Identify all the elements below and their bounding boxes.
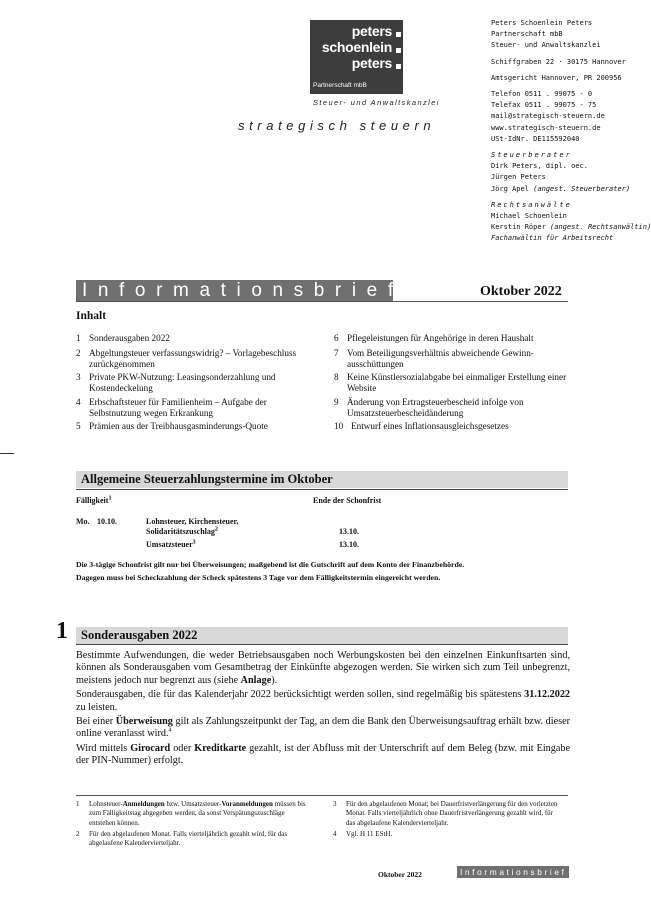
text: Bei einer — [76, 716, 116, 728]
court-register: Amtsgericht Hannover, PR 200956 — [491, 73, 622, 82]
website: www.strategisch-steuern.de — [491, 123, 601, 132]
toc-item-8[interactable] — [334, 372, 574, 395]
due-day: Mo. — [76, 517, 90, 526]
informationsbrief-banner: Informationsbrief — [76, 280, 393, 302]
termine-rule — [76, 489, 568, 490]
toc-item-number: 2 — [76, 348, 81, 358]
toc-item-number: 4 — [76, 397, 81, 407]
tax-advisor-1: Dirk Peters, dipl. oec. — [491, 162, 588, 171]
tax-advisor-3-name: Jörg Apel — [491, 184, 534, 193]
fold-mark — [0, 453, 14, 454]
tax-advisor-2: Jürgen Peters — [491, 173, 546, 182]
toc-item-text: Erbschaftsteuer für Familienheim – Aufgabe der Selbstnutzung wegen Erkrankung — [89, 397, 267, 419]
toc-item-3[interactable] — [76, 372, 316, 395]
termine-note-1: Die 3-tägige Schonfrist gilt nur bei Überweisungen; maßgebend ist die Gutschrift auf dem Konto der Finanzbehörde. — [76, 560, 465, 569]
toc-item-number: 5 — [76, 421, 81, 431]
toc-item-number: 8 — [334, 372, 339, 382]
toc-item-text: Keine Künstlersozialabgabe bei einmaliger Erstellung einer Website — [347, 372, 567, 394]
emphasis: Kreditkarte — [194, 742, 247, 754]
toc-item-text: Prämien aus der Treibhausgasminderungs-Quote — [89, 421, 268, 431]
row-lohnsteuer-label: Lohnsteuer, Kirchensteuer, Solidaritätszuschlag — [146, 517, 239, 536]
text: Bestimmte Aufwendungen, die weder Betriebsausgaben noch Werbungskosten bei den einzelnen Einkunftsarten sind, können als Sonderausgaben vom Gesamtbetrag der Einkünfte abgezogen werden. Sie wirken sich zum Teil unbegrenzt, meistens jedoch nur begrenzt aus (siehe — [76, 650, 570, 686]
col-end-header: Ende der Schonfrist — [313, 496, 382, 505]
text: gezahlt, ist der Abfluss mit der Unterschrift auf dem Beleg (bzw. mit Eingabe der PIN-Nummer) erfolgt. — [76, 742, 570, 767]
text: zu leisten. — [76, 701, 118, 713]
text: ). — [271, 674, 278, 686]
footnote-4 — [333, 830, 563, 839]
emphasis: Voranmeldungen — [221, 800, 273, 808]
logo-line-2: schoenlein — [321, 39, 392, 55]
footnote-ref: 3 — [192, 539, 196, 546]
footnote-ref: 1 — [108, 495, 112, 502]
row-umsatzsteuer-end: 13.10. — [339, 540, 359, 549]
text: bzw. Umsatzsteuer- — [164, 800, 222, 808]
lawyer-3: Fachanwältin für Arbeitsrecht — [491, 234, 614, 243]
toc-item-2[interactable] — [76, 348, 316, 371]
toc-item-text: Entwurf eines Inflationsausgleichsgesetzes — [351, 421, 509, 431]
footnote-3 — [333, 800, 563, 828]
firm-logo — [310, 20, 403, 94]
section-number: 1 — [56, 618, 68, 644]
footnote-2 — [76, 830, 306, 849]
paragraph-3 — [76, 716, 570, 741]
emphasis: Anmeldungen — [122, 800, 165, 808]
text: Lohnsteuer- — [89, 800, 123, 808]
lawyer-1: Michael Schoenlein — [491, 212, 567, 221]
row-lohnsteuer-end: 13.10. — [339, 527, 359, 536]
footnote-text: Vgl. H 11 EStH. — [346, 830, 393, 838]
row-lohnsteuer — [146, 517, 276, 536]
col-due-header — [76, 496, 111, 506]
lawyers-heading: Rechtsanwälte — [491, 200, 572, 209]
logo-line-3: peters — [351, 55, 392, 71]
toc-item-number: 3 — [76, 372, 81, 382]
text: oder — [170, 742, 195, 754]
text: Sonderausgaben, die für das Kalenderjahr 2022 berücksichtigt werden sollen, sind regelmäßig bis spätestens — [76, 689, 525, 701]
header-rule — [76, 301, 568, 302]
text: gilt als Zahlungszeitpunkt der Tag, an dem die Bank den Überweisungsauftrag erhält bzw. dieser online veranlasst wird. — [76, 716, 570, 740]
toc-item-7[interactable] — [334, 348, 574, 371]
tax-advisor-3 — [491, 184, 637, 195]
fax: Telefax 0511 . 99075 - 75 — [491, 101, 597, 110]
footnote-number: 2 — [76, 830, 80, 838]
logo-subline: Partnerschaft mbB — [313, 82, 367, 89]
firm-desc: Steuer- und Anwaltskanzlei — [491, 41, 601, 50]
emphasis: Anlage — [240, 674, 272, 686]
emphasis: 31.12.2022 — [524, 689, 570, 701]
row-umsatzsteuer-label: Umsatzsteuer — [146, 540, 193, 549]
toc-item-text: Vom Beteiligungsverhältnis abweichende Gewinnausschüttungen — [347, 348, 534, 370]
toc-item-text: Änderung von Ertragsteuerbescheid infolge von Umsatzsteuerbescheidänderung — [347, 397, 524, 419]
slogan: strategisch steuern — [238, 118, 436, 133]
tax-advisor-3-note: (angest. Steuerberater) — [533, 184, 631, 193]
footnote-ref: 4 — [168, 728, 172, 735]
toc-item-text: Pflegeleistungen für Angehörige in deren Haushalt — [347, 333, 534, 343]
footnote-number: 4 — [333, 830, 337, 838]
footnote-text: Für den abgelaufenen Monat. Falls vierteljährlich gezahlt wird, für das abgelaufene Kalendervierteljahr. — [89, 830, 288, 848]
footer-banner: Informationsbrief — [457, 866, 569, 878]
footnote-number: 3 — [333, 800, 337, 808]
emphasis: Überweisung — [115, 716, 173, 728]
footnote-number: 1 — [76, 800, 80, 808]
toc-item-4[interactable] — [76, 397, 316, 420]
due-date: 10.10. — [97, 517, 117, 526]
email: mail@strategisch-steuern.de — [491, 112, 605, 121]
section-body — [76, 650, 570, 770]
toc-item-text: Abgeltungsteuer verfassungswidrig? – Vorlagebeschluss zurückgenommen — [89, 348, 297, 370]
firm-type: Partnerschaft mbB — [491, 30, 563, 39]
row-umsatzsteuer — [146, 540, 196, 550]
lawyer-2 — [491, 222, 651, 233]
paragraph-2 — [76, 689, 570, 714]
logo-square-2 — [396, 48, 401, 53]
toc-item-number: 10 — [334, 421, 344, 431]
phone: Telefon 0511 . 99075 - 0 — [491, 90, 593, 99]
toc-item-6[interactable] — [334, 333, 574, 344]
firm-name: Peters Schoenlein Peters — [491, 19, 593, 27]
toc-item-1[interactable] — [76, 333, 316, 344]
toc-item-number: 1 — [76, 333, 81, 343]
logo-tagline: Steuer- und Anwaltskanzlei — [313, 98, 440, 107]
toc-item-9[interactable] — [334, 397, 574, 420]
lawyer-2-name: Kerstin Röper — [491, 223, 551, 232]
footnote-1 — [76, 800, 306, 828]
toc-item-number: 7 — [334, 348, 339, 358]
paragraph-4 — [76, 743, 570, 768]
toc-item-number: 6 — [334, 333, 339, 343]
text: müssen bis zum Fälligkeitstag abgegeben werden, da sonst Verspätungszuschläge entstehen können. — [89, 800, 306, 827]
toc-item-text: Private PKW-Nutzung: Leasingsonderzahlung und Kostendeckelung — [89, 372, 276, 394]
logo-line-1: peters — [351, 23, 392, 39]
col-due-label: Fälligkeit — [76, 496, 109, 505]
footnote-ref: 2 — [214, 525, 218, 532]
vat-id: USt-IdNr. DE115592040 — [491, 134, 580, 143]
text: Wird mittels — [76, 742, 131, 754]
emphasis: Girocard — [130, 742, 171, 754]
logo-square-1 — [396, 32, 401, 37]
footnote-rule — [76, 795, 568, 796]
street-address: Schiffgraben 22 · 30175 Hannover — [491, 57, 626, 66]
issue-date: Oktober 2022 — [480, 284, 562, 299]
logo-square-3 — [396, 64, 401, 69]
toc-item-5[interactable] — [76, 421, 316, 432]
tax-advisors-heading: Steuerberater — [491, 151, 572, 160]
toc-item-10[interactable] — [334, 421, 574, 432]
toc-item-text: Sonderausgaben 2022 — [89, 333, 170, 343]
termine-note — [76, 558, 570, 584]
toc-item-number: 9 — [334, 397, 339, 407]
address-block — [491, 18, 651, 245]
footnote-text: Für den abgelaufenen Monat; bei Dauerfristverlängerung für den vorletzten Monat. Falls vierteljährlich ohne Dauerfristverlängerung gezahlt wird, für das abgelaufene Kalendervierteljahr. — [346, 800, 558, 827]
toc-heading: Inhalt — [76, 310, 107, 322]
lawyer-2-note: (angest. Rechtsanwältin) — [550, 223, 651, 232]
termine-title: Allgemeine Steuerzahlungstermine im Oktober — [81, 472, 333, 486]
paragraph-1 — [76, 650, 570, 687]
footer-date: Oktober 2022 — [378, 870, 422, 879]
section-rule — [76, 644, 568, 645]
termine-note-2: Dagegen muss bei Scheckzahlung der Scheck spätestens 3 Tage vor dem Fälligkeitstermin eingereicht werden. — [76, 573, 441, 582]
section-title: Sonderausgaben 2022 — [81, 628, 198, 642]
